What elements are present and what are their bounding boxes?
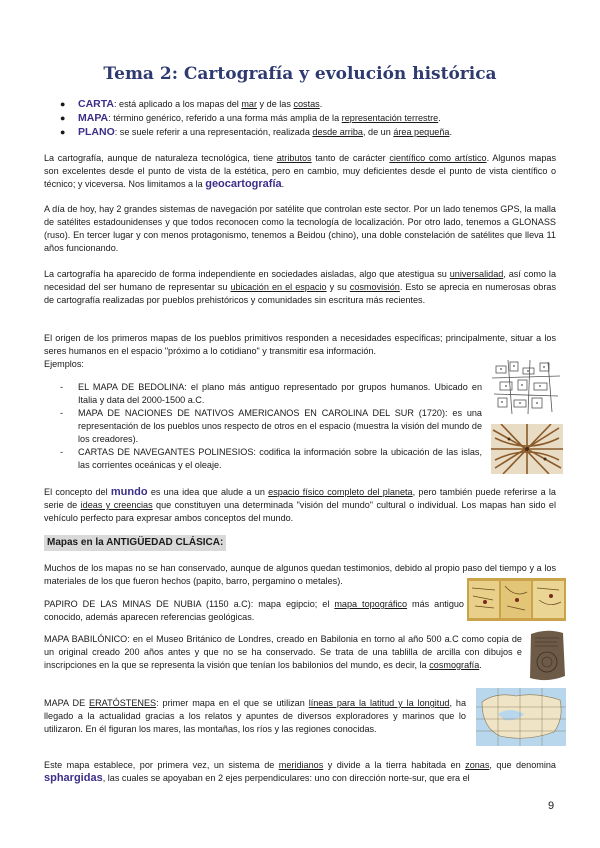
- definition-item: ● MAPA: término genérico, referido a una forma más amplia de la representación terrestre.: [60, 112, 441, 124]
- paragraph-eratosthenes-map: MAPA DE ERATÓSTENES: primer mapa en el que se utilizan líneas para la latitud y la longitud, ha llegado a la actualidad gracias a los relatos y apuntes de diversos exploradores y marinos que lo utilizaron. En él figuran los mares, las montañas, los ríos y las regiones conocidas.: [44, 698, 467, 734]
- bullet-icon: ●: [60, 99, 66, 109]
- paragraph-conservation: Muchos de los mapas no se han conservado, aunque de algunos quedan testimonios, debido al propio paso del tiempo y a los materiales de los que fueron hechos (papito, barro, pergamino o metales).: [44, 563, 556, 586]
- eratosthenes-map-image: [476, 688, 566, 746]
- paragraph-nubia-papyrus: PAPIRO DE LAS MINAS DE NUBIA (1150 a.C): mapa egipcio; el mapa topográfico más antiguo conocido, además aparecen referencias geológicas.: [44, 599, 464, 622]
- paragraph-universality: La cartografía ha aparecido de forma independiente en sociedades aisladas, algo que atestigua su universalidad, así como la necesidad del ser humano de representar su ubicación en el espacio y su cosmovisión. Esto se aprecia en numerosas obras de cartografía realizadas por pueblos prehistóricos y comunidades sin escritura más recientes.: [44, 269, 557, 305]
- page-number: 9: [548, 800, 555, 812]
- paragraph-babylonian-map: MAPA BABILÓNICO: en el Museo Británico de Londres, creado en Babilonia en torno al año 500 a.C como copia de un original creado 200 años antes y que no se ha conservado. Se trata de una tablilla de arcilla con dibujos e inscripciones en la que se representa la visión que tenían los babilonios del mundo, es decir, la cosmografía.: [44, 634, 522, 670]
- examples-list: [60, 381, 482, 472]
- example-item: - EL MAPA DE BEDOLINA: el plano más antiguo representado por grupos humanos. Ubicado en Italia y data del 2000-1500 a.C.: [60, 382, 482, 405]
- nubia-papyrus-image: [467, 578, 566, 621]
- paragraph-meridians: Este mapa establece, por primera vez, un sistema de meridianos y divide a la tierra habitada en zonas, que denomina sphargidas, las cuales se apoyaban en 2 ejes perpendiculares: uno con dirección norte-sur, que era el: [44, 760, 556, 784]
- polynesian-stick-chart-image: [491, 424, 563, 474]
- page-title: Tema 2: Cartografía y evolución histórica: [103, 64, 497, 84]
- definition-item: ● CARTA: está aplicado a los mapas del mar y de las costas.: [60, 98, 323, 110]
- bullet-icon: ●: [60, 127, 66, 137]
- babylonian-tablet-image: [527, 628, 567, 683]
- example-item: - CARTAS DE NAVEGANTES POLINESIOS: codifica la información sobre la ubicación de las islas, las corrientes oceánicas y el oleaje.: [60, 447, 482, 470]
- paragraph-world-concept: El concepto del mundo es una idea que alude a un espacio físico completo del planeta, pero también puede referirse a la serie de ideas y creencias que constituyen una determinada "visión del mundo" cultural o individual. Los mapas han sido el vehículo perfecto para expresar ambos conceptos del mundo.: [44, 486, 556, 523]
- definitions-list: [60, 97, 540, 139]
- definition-item: ● PLANO: se suele referir a una representación, realizada desde arriba, de un área pequeña.: [60, 126, 452, 138]
- example-item: - MAPA DE NACIONES DE NATIVOS AMERICANOS EN CAROLINA DEL SUR (1720): es una representación de los pueblos unos respecto de otros en el espacio (muestra la visión del mundo de los creadores).: [60, 408, 482, 444]
- examples-label: Ejemplos:: [44, 359, 84, 369]
- bedolina-map-image: [490, 358, 562, 416]
- paragraph-satellites: A día de hoy, hay 2 grandes sistemas de navegación por satélite que controlan este sector. Por un lado tenemos GPS, la malla de satélites estadounidenses y que todos reconocen como la tecnología de localización. Por otro lado, tenemos a GLONASS (ruso). En tercer lugar y con menos protagonismo, tenemos a Beidou (chino), una doble constelación de satélites que lleva 11 años funcionando.: [44, 204, 556, 253]
- section-heading: Mapas en la ANTIGÜEDAD CLÁSICA:: [44, 535, 226, 551]
- paragraph-attributes: La cartografía, aunque de naturaleza tecnológica, tiene atributos tanto de carácter científico como artístico. Algunos mapas son excelentes desde el punto de vista de la estética, pero en cambio, muy deficientes desde el punto de vista científico o técnico; y viceversa. Nos limitamos a la geocartografía.: [44, 153, 557, 190]
- bullet-icon: ●: [60, 113, 66, 123]
- paragraph-origin: El origen de los primeros mapas de los pueblos primitivos responden a necesidades específicas; principalmente, situar a los seres humanos en el espacio "próximo a lo cotidiano" y transmitir esa información.: [44, 333, 556, 356]
